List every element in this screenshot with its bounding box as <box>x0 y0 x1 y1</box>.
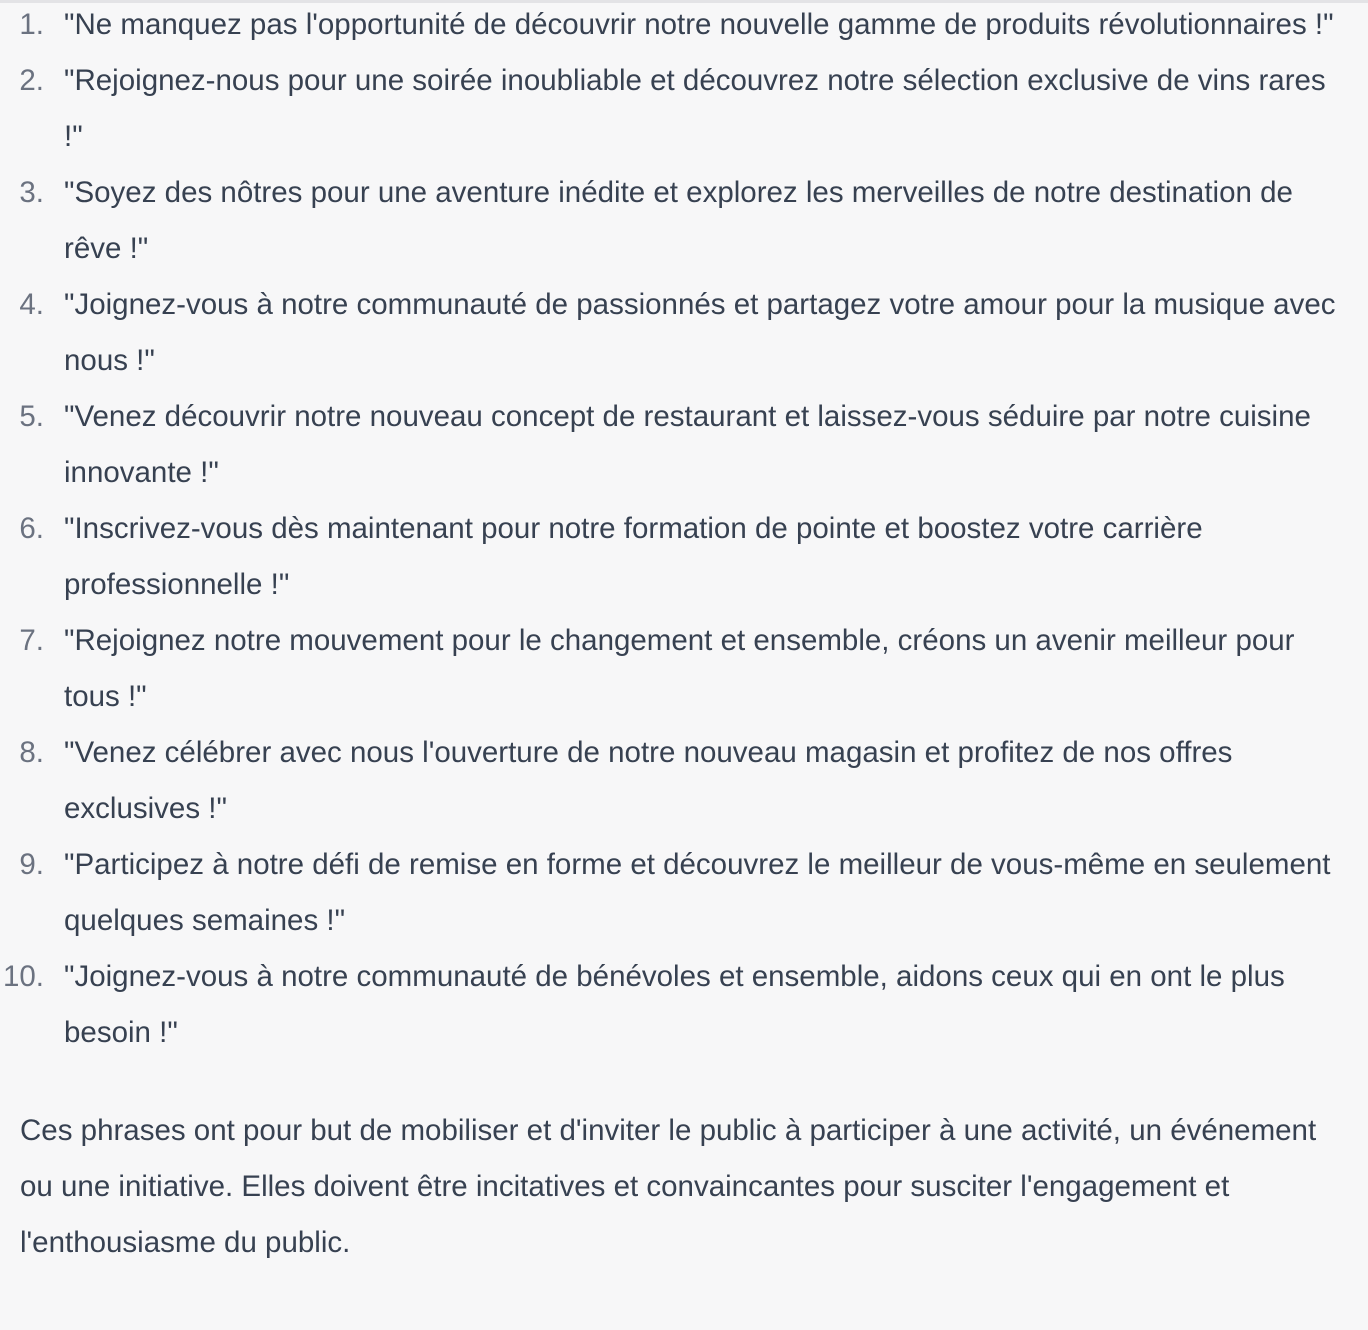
list-item-number: 5. <box>19 400 44 433</box>
list-item-text: "Soyez des nôtres pour une aventure inédite et explorez les merveilles de notre destination de rêve !" <box>64 176 1293 265</box>
list-item-number: 3. <box>19 176 44 209</box>
list-item-text: "Inscrivez-vous dès maintenant pour notre formation de pointe et boostez votre carrière professionnelle !" <box>64 512 1203 601</box>
list-item <box>0 53 1368 165</box>
list-item <box>0 613 1368 725</box>
list-item-number: 10. <box>2 960 44 993</box>
list-item <box>0 837 1368 949</box>
list-item <box>0 389 1368 501</box>
list-item-text: "Joignez-vous à notre communauté de bénévoles et ensemble, aidons ceux qui en ont le plus besoin !" <box>64 960 1285 1049</box>
list-item-number: 2. <box>19 64 44 97</box>
list-item-text: "Ne manquez pas l'opportunité de découvrir notre nouvelle gamme de produits révolutionnaires !" <box>64 8 1334 41</box>
list-item <box>0 501 1368 613</box>
list-item-number: 8. <box>19 736 44 769</box>
list-item-text: "Joignez-vous à notre communauté de passionnés et partagez votre amour pour la musique avec nous !" <box>64 288 1336 377</box>
list-item-number: 1. <box>19 8 44 41</box>
list-item-number: 4. <box>19 288 44 321</box>
list-item-text: "Participez à notre défi de remise en forme et découvrez le meilleur de vous-même en seulement quelques semaines !" <box>64 848 1331 937</box>
list-item-number: 9. <box>19 848 44 881</box>
list-item-number: 6. <box>19 512 44 545</box>
list-item <box>0 949 1368 1061</box>
list-item <box>0 165 1368 277</box>
list-item-text: "Rejoignez notre mouvement pour le changement et ensemble, créons un avenir meilleur pour tous !" <box>64 624 1295 713</box>
list-item <box>0 0 1368 53</box>
list-item-text: "Rejoignez-nous pour une soirée inoubliable et découvrez notre sélection exclusive de vins rares !" <box>64 64 1326 153</box>
list-item-number: 7. <box>19 624 44 657</box>
list-item-text: "Venez célébrer avec nous l'ouverture de notre nouveau magasin et profitez de nos offres exclusives !" <box>64 736 1233 825</box>
list-item <box>0 725 1368 837</box>
summary-paragraph: Ces phrases ont pour but de mobiliser et d'inviter le public à participer à une activité, un événement ou une initiative. Elles doivent être incitatives et convaincantes pour susciter l'engagement et l'enthousiasme du public. <box>20 1114 1317 1259</box>
list-item <box>0 277 1368 389</box>
list-item-text: "Venez découvrir notre nouveau concept de restaurant et laissez-vous séduire par notre cuisine innovante !" <box>64 400 1311 489</box>
